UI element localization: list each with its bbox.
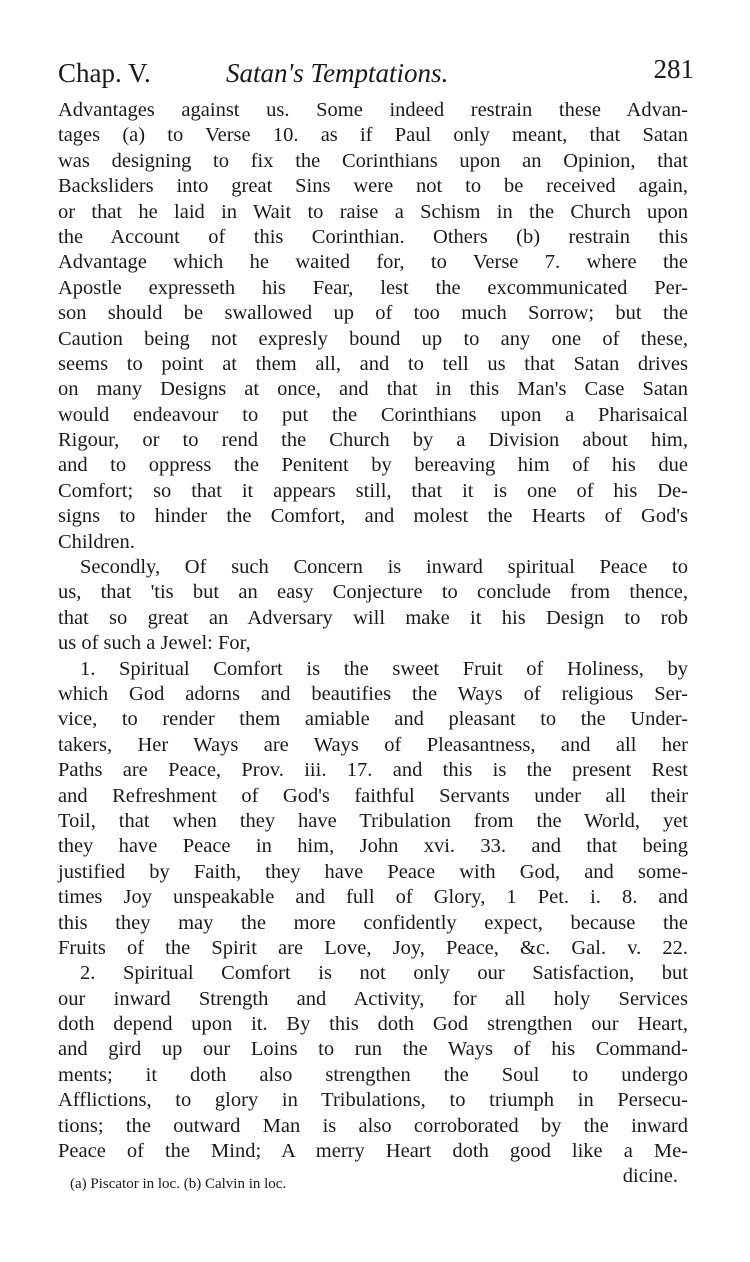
text-line: Rigour, or to rend the Church by a Division about him,: [58, 429, 688, 452]
text-line: Apostle expresseth his Fear, lest the excommunicated Per-: [58, 276, 688, 299]
text-line: Paths are Peace, Prov. iii. 17. and this is the present Rest: [58, 759, 688, 782]
text-line: tions; the outward Man is also corroborated by the inward: [58, 1114, 688, 1137]
text-line: Comfort; so that it appears still, that it is one of his De-: [58, 479, 688, 502]
page-body: [58, 98, 688, 1190]
text-line: doth depend upon it. By this doth God strengthen our Heart,: [58, 1013, 688, 1036]
text-line: and to oppress the Penitent by bereaving him of his due: [58, 454, 688, 477]
text-line: tages (a) to Verse 10. as if Paul only meant, that Satan: [58, 124, 688, 147]
chapter-label: Chap. V.: [58, 58, 151, 88]
text-line: this they may the more confidently expect, because the: [58, 911, 688, 934]
text-line: 1. Spiritual Comfort is the sweet Fruit of Holiness, by: [80, 657, 688, 680]
text-line: takers, Her Ways are Ways of Pleasantness, and all her: [58, 733, 688, 756]
running-title: Satan's Temptations.: [226, 58, 449, 88]
text-line: they have Peace in him, John xvi. 33. and that being: [58, 835, 688, 858]
text-line: was designing to fix the Corinthians upon an Opinion, that: [58, 149, 688, 172]
text-line: vice, to render them amiable and pleasant to the Under-: [58, 708, 688, 731]
text-line: 2. Spiritual Comfort is not only our Satisfaction, but: [80, 962, 688, 985]
text-line: seems to point at them all, and to tell us that Satan drives: [58, 352, 688, 375]
text-line: Advantage which he waited for, to Verse 7. where the: [58, 251, 688, 274]
text-line: Afflictions, to glory in Tribulations, to triumph in Persecu-: [58, 1089, 688, 1112]
text-line: Fruits of the Spirit are Love, Joy, Peace, &c. Gal. v. 22.: [58, 936, 688, 959]
text-line: which God adorns and beautifies the Ways of religious Ser-: [58, 682, 688, 705]
text-line: ments; it doth also strengthen the Soul to undergo: [58, 1063, 688, 1086]
page-number: 281: [653, 54, 694, 84]
text-line: would endeavour to put the Corinthians upon a Pharisaical: [58, 403, 688, 426]
text-line: Peace of the Mind; A merry Heart doth good like a Me-: [58, 1140, 688, 1163]
footnote: (a) Piscator in loc. (b) Calvin in loc.: [70, 1176, 287, 1192]
text-line: dicine.: [622, 1165, 678, 1188]
text-line: Backsliders into great Sins were not to be received again,: [58, 175, 688, 198]
text-line: Caution being not expresly bound up to any one of these,: [58, 327, 688, 350]
text-line: on many Designs at once, and that in this Man's Case Satan: [58, 378, 688, 401]
text-line: son should be swallowed up of too much Sorrow; but the: [58, 302, 688, 325]
text-line: or that he laid in Wait to raise a Schism in the Church upon: [58, 200, 688, 223]
text-line: justified by Faith, they have Peace with God, and some-: [58, 860, 688, 883]
text-line: us, that 'tis but an easy Conjecture to conclude from thence,: [58, 581, 688, 604]
text-line: Advantages against us. Some indeed restrain these Advan-: [58, 99, 688, 121]
text-line: Children.: [58, 530, 135, 553]
text-line: Toil, that when they have Tribulation from the World, yet: [58, 809, 688, 832]
text-line: Secondly, Of such Concern is inward spiritual Peace to: [80, 556, 688, 579]
text-line: signs to hinder the Comfort, and molest the Hearts of God's: [58, 505, 688, 528]
text-line: that so great an Adversary will make it his Design to rob: [58, 606, 688, 629]
text-line: our inward Strength and Activity, for all holy Services: [58, 987, 688, 1010]
text-line: and Refreshment of God's faithful Servants under all their: [58, 784, 688, 807]
text-line: the Account of this Corinthian. Others (b) restrain this: [58, 225, 688, 248]
text-line: times Joy unspeakable and full of Glory, 1 Pet. i. 8. and: [58, 886, 688, 909]
text-line: and gird up our Loins to run the Ways of his Command-: [58, 1038, 688, 1061]
text-line: us of such a Jewel: For,: [58, 632, 251, 655]
running-header: [58, 54, 694, 98]
